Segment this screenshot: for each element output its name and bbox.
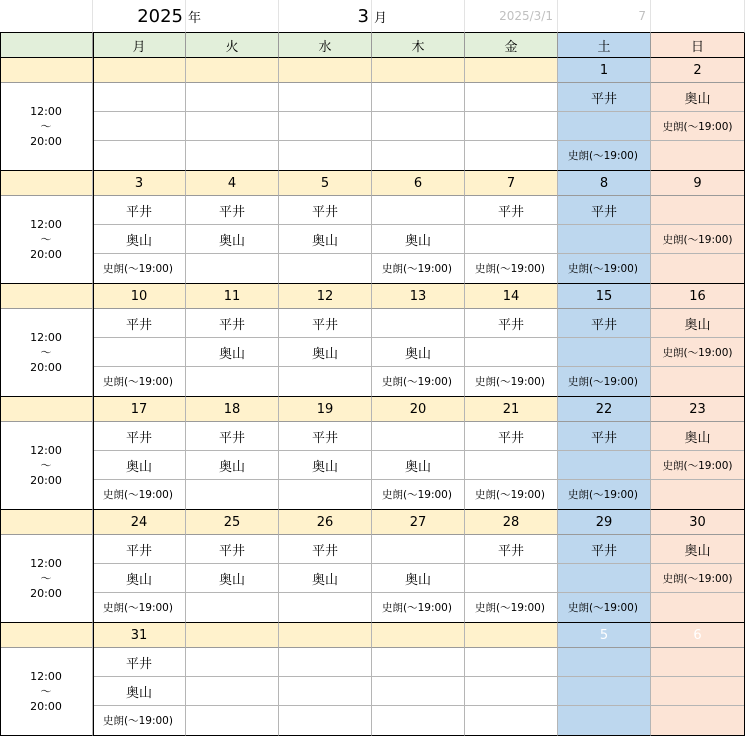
date-cell-tue[interactable]	[186, 58, 279, 83]
staff-cell-tue[interactable]	[186, 677, 279, 706]
staff-cell-wed[interactable]: 奥山	[279, 225, 372, 254]
staff-cell-tue[interactable]	[186, 480, 279, 510]
date-cell-wed[interactable]: 12	[279, 284, 372, 309]
staff-cell-thu[interactable]: 史朗(～19:00)	[372, 593, 465, 623]
staff-cell-mon[interactable]: 史朗(～19:00)	[93, 706, 186, 736]
staff-cell-wed[interactable]	[279, 112, 372, 141]
staff-cell-wed[interactable]: 奥山	[279, 451, 372, 480]
shift-time-label	[0, 196, 93, 284]
staff-cell-wed[interactable]	[279, 141, 372, 171]
staff-cell-sun[interactable]: 奥山	[651, 422, 745, 451]
shift-time-label	[0, 83, 93, 171]
start-time: 12:00	[30, 331, 62, 344]
staff-cell-mon[interactable]	[93, 83, 186, 112]
staff-cell-sat[interactable]: 史朗(～19:00)	[558, 480, 651, 510]
month-unit-cell: 月	[372, 0, 465, 33]
staff-cell-sun[interactable]	[651, 367, 745, 397]
staff-cell-fri[interactable]	[465, 706, 558, 736]
staff-cell-fri[interactable]	[465, 648, 558, 677]
staff-cell-sat[interactable]: 史朗(～19:00)	[558, 367, 651, 397]
staff-cell-fri[interactable]: 平井	[465, 422, 558, 451]
week-4-date-row-blank[interactable]	[0, 397, 93, 422]
date-cell-sun[interactable]: 30	[651, 510, 745, 535]
shift-time-label	[0, 648, 93, 736]
date-cell-tue[interactable]: 11	[186, 284, 279, 309]
staff-cell-thu[interactable]	[372, 535, 465, 564]
staff-cell-sun[interactable]: 史朗(～19:00)	[651, 564, 745, 593]
year-cell[interactable]: 2025	[93, 0, 186, 33]
month-cell[interactable]: 3	[279, 0, 372, 33]
start-time: 12:00	[30, 218, 62, 231]
date-cell-mon[interactable]: 10	[93, 284, 186, 309]
staff-cell-thu[interactable]: 奥山	[372, 338, 465, 367]
start-time: 12:00	[30, 670, 62, 683]
end-time: 20:00	[30, 587, 62, 600]
staff-cell-sun[interactable]: 奥山	[651, 535, 745, 564]
date-cell-tue[interactable]	[186, 623, 279, 648]
date-cell-fri[interactable]: 28	[465, 510, 558, 535]
staff-cell-mon[interactable]	[93, 112, 186, 141]
staff-cell-fri[interactable]	[465, 338, 558, 367]
date-cell-tue[interactable]: 25	[186, 510, 279, 535]
staff-cell-sat[interactable]: 平井	[558, 535, 651, 564]
staff-cell-fri[interactable]: 平井	[465, 309, 558, 338]
time-separator: ～	[40, 459, 52, 472]
staff-cell-fri[interactable]	[465, 451, 558, 480]
staff-cell-thu[interactable]	[372, 83, 465, 112]
staff-cell-wed[interactable]	[279, 648, 372, 677]
start-time: 12:00	[30, 557, 62, 570]
time-separator: ～	[40, 572, 52, 585]
shift-time-label	[0, 535, 93, 623]
grid-frame-line	[0, 33, 1, 736]
weekday-header-blank[interactable]	[0, 33, 93, 58]
staff-cell-sun[interactable]: 史朗(～19:00)	[651, 451, 745, 480]
staff-cell-tue[interactable]	[186, 141, 279, 171]
staff-cell-wed[interactable]	[279, 593, 372, 623]
date-cell-mon[interactable]: 24	[93, 510, 186, 535]
date-cell-tue[interactable]: 18	[186, 397, 279, 422]
staff-cell-mon[interactable]: 平井	[93, 535, 186, 564]
staff-cell-wed[interactable]	[279, 254, 372, 284]
date-cell-mon[interactable]: 31	[93, 623, 186, 648]
time-separator: ～	[40, 346, 52, 359]
staff-cell-tue[interactable]: 平井	[186, 535, 279, 564]
staff-cell-sat[interactable]	[558, 451, 651, 480]
staff-cell-wed[interactable]	[279, 83, 372, 112]
staff-cell-mon[interactable]	[93, 141, 186, 171]
date-cell-wed[interactable]	[279, 58, 372, 83]
staff-cell-mon[interactable]: 奥山	[93, 451, 186, 480]
staff-cell-mon[interactable]: 奥山	[93, 225, 186, 254]
staff-cell-sat[interactable]	[558, 225, 651, 254]
staff-cell-sun[interactable]	[651, 648, 745, 677]
staff-cell-thu[interactable]	[372, 648, 465, 677]
staff-cell-wed[interactable]	[279, 480, 372, 510]
staff-cell-sun[interactable]	[651, 593, 745, 623]
staff-cell-mon[interactable]: 史朗(～19:00)	[93, 367, 186, 397]
week-5-date-row-blank[interactable]	[0, 510, 93, 535]
staff-cell-thu[interactable]	[372, 677, 465, 706]
staff-cell-sun[interactable]: 史朗(～19:00)	[651, 338, 745, 367]
staff-cell-sat[interactable]	[558, 112, 651, 141]
staff-cell-sun[interactable]	[651, 141, 745, 171]
staff-cell-fri[interactable]	[465, 677, 558, 706]
date-cell-sun[interactable]: 6	[651, 623, 745, 648]
date-cell-thu[interactable]	[372, 623, 465, 648]
weekday-header-sun[interactable]: 日	[651, 33, 745, 58]
staff-cell-tue[interactable]	[186, 706, 279, 736]
staff-cell-wed[interactable]: 奥山	[279, 564, 372, 593]
week-6-date-row-blank[interactable]	[0, 623, 93, 648]
staff-cell-tue[interactable]: 奥山	[186, 564, 279, 593]
time-separator: ～	[40, 685, 52, 698]
staff-cell-tue[interactable]	[186, 367, 279, 397]
staff-cell-wed[interactable]: 奥山	[279, 338, 372, 367]
staff-cell-sun[interactable]	[651, 254, 745, 284]
top-blank-cell[interactable]	[651, 0, 745, 33]
staff-cell-sun[interactable]: 奥山	[651, 309, 745, 338]
start-time: 12:00	[30, 444, 62, 457]
staff-cell-tue[interactable]: 平井	[186, 422, 279, 451]
date-cell-sat[interactable]: 5	[558, 623, 651, 648]
staff-cell-fri[interactable]	[465, 141, 558, 171]
staff-cell-fri[interactable]	[465, 112, 558, 141]
date-cell-thu[interactable]: 13	[372, 284, 465, 309]
staff-cell-thu[interactable]: 奥山	[372, 451, 465, 480]
week-2-date-row-blank[interactable]	[0, 171, 93, 196]
end-time: 20:00	[30, 700, 62, 713]
staff-cell-tue[interactable]	[186, 83, 279, 112]
staff-cell-tue[interactable]: 平井	[186, 309, 279, 338]
staff-cell-fri[interactable]: 史朗(～19:00)	[465, 593, 558, 623]
staff-cell-wed[interactable]	[279, 706, 372, 736]
staff-cell-sun[interactable]	[651, 677, 745, 706]
staff-cell-tue[interactable]	[186, 112, 279, 141]
staff-cell-mon[interactable]: 平井	[93, 422, 186, 451]
staff-cell-thu[interactable]: 史朗(～19:00)	[372, 367, 465, 397]
staff-cell-thu[interactable]	[372, 422, 465, 451]
weekday-header-fri[interactable]: 金	[465, 33, 558, 58]
date-cell-fri[interactable]: 7	[465, 171, 558, 196]
staff-cell-thu[interactable]: 奥山	[372, 564, 465, 593]
staff-cell-wed[interactable]	[279, 367, 372, 397]
staff-cell-wed[interactable]: 平井	[279, 196, 372, 225]
staff-cell-mon[interactable]: 史朗(～19:00)	[93, 254, 186, 284]
staff-cell-sat[interactable]	[558, 706, 651, 736]
staff-cell-fri[interactable]: 史朗(～19:00)	[465, 367, 558, 397]
year-unit-cell: 年	[186, 0, 279, 33]
date-cell-fri[interactable]	[465, 58, 558, 83]
date-cell-wed[interactable]	[279, 623, 372, 648]
staff-cell-sat[interactable]: 史朗(～19:00)	[558, 254, 651, 284]
date-cell-thu[interactable]: 6	[372, 171, 465, 196]
staff-cell-sun[interactable]	[651, 196, 745, 225]
staff-cell-tue[interactable]	[186, 593, 279, 623]
shift-time-label	[0, 422, 93, 510]
staff-cell-sun[interactable]: 奥山	[651, 83, 745, 112]
staff-cell-tue[interactable]: 奥山	[186, 338, 279, 367]
staff-cell-tue[interactable]	[186, 254, 279, 284]
staff-cell-wed[interactable]: 平井	[279, 535, 372, 564]
staff-cell-fri[interactable]: 平井	[465, 196, 558, 225]
staff-cell-fri[interactable]	[465, 83, 558, 112]
weekday-header-tue[interactable]: 火	[186, 33, 279, 58]
date-cell-mon[interactable]	[93, 58, 186, 83]
date-cell-mon[interactable]: 17	[93, 397, 186, 422]
staff-cell-fri[interactable]	[465, 225, 558, 254]
time-separator: ～	[40, 120, 52, 133]
staff-cell-thu[interactable]: 史朗(～19:00)	[372, 480, 465, 510]
reference-date-cell[interactable]: 2025/3/1	[465, 0, 558, 33]
weekday-header-thu[interactable]: 木	[372, 33, 465, 58]
staff-cell-sun[interactable]	[651, 480, 745, 510]
date-cell-sun[interactable]: 2	[651, 58, 745, 83]
staff-cell-mon[interactable]: 史朗(～19:00)	[93, 480, 186, 510]
staff-cell-mon[interactable]: 史朗(～19:00)	[93, 593, 186, 623]
date-cell-thu[interactable]: 20	[372, 397, 465, 422]
date-cell-tue[interactable]: 4	[186, 171, 279, 196]
staff-cell-sat[interactable]	[558, 338, 651, 367]
staff-cell-wed[interactable]	[279, 677, 372, 706]
corner-blank-cell[interactable]	[0, 0, 93, 33]
staff-cell-sat[interactable]: 史朗(～19:00)	[558, 141, 651, 171]
staff-cell-mon[interactable]: 平井	[93, 648, 186, 677]
staff-cell-mon[interactable]: 奥山	[93, 677, 186, 706]
week-3-date-row-blank[interactable]	[0, 284, 93, 309]
staff-cell-mon[interactable]: 平井	[93, 309, 186, 338]
end-time: 20:00	[30, 361, 62, 374]
date-cell-sun[interactable]: 16	[651, 284, 745, 309]
weekday-header-wed[interactable]: 水	[279, 33, 372, 58]
staff-cell-fri[interactable]: 史朗(～19:00)	[465, 254, 558, 284]
staff-cell-thu[interactable]: 史朗(～19:00)	[372, 254, 465, 284]
staff-cell-sun[interactable]: 史朗(～19:00)	[651, 225, 745, 254]
date-cell-thu[interactable]	[372, 58, 465, 83]
time-separator: ～	[40, 233, 52, 246]
staff-cell-fri[interactable]: 史朗(～19:00)	[465, 480, 558, 510]
week-1-date-row-blank[interactable]	[0, 58, 93, 83]
staff-cell-tue[interactable]: 平井	[186, 196, 279, 225]
date-cell-mon[interactable]: 3	[93, 171, 186, 196]
staff-cell-tue[interactable]	[186, 648, 279, 677]
staff-cell-wed[interactable]: 平井	[279, 422, 372, 451]
staff-cell-sat[interactable]: 平井	[558, 309, 651, 338]
staff-cell-sun[interactable]	[651, 706, 745, 736]
date-cell-sun[interactable]: 9	[651, 171, 745, 196]
date-cell-sat[interactable]: 15	[558, 284, 651, 309]
staff-cell-thu[interactable]	[372, 196, 465, 225]
staff-cell-thu[interactable]	[372, 141, 465, 171]
staff-cell-fri[interactable]: 平井	[465, 535, 558, 564]
end-time: 20:00	[30, 474, 62, 487]
date-cell-sat[interactable]: 29	[558, 510, 651, 535]
date-cell-wed[interactable]: 5	[279, 171, 372, 196]
staff-cell-sat[interactable]: 平井	[558, 196, 651, 225]
date-cell-thu[interactable]: 27	[372, 510, 465, 535]
staff-cell-thu[interactable]	[372, 309, 465, 338]
date-cell-fri[interactable]: 14	[465, 284, 558, 309]
staff-cell-fri[interactable]	[465, 564, 558, 593]
staff-cell-sat[interactable]: 平井	[558, 83, 651, 112]
date-cell-wed[interactable]: 26	[279, 510, 372, 535]
staff-cell-mon[interactable]: 奥山	[93, 564, 186, 593]
staff-cell-sat[interactable]	[558, 648, 651, 677]
weekday-header-sat[interactable]: 土	[558, 33, 651, 58]
weekday-number-cell[interactable]: 7	[558, 0, 651, 33]
staff-cell-sat[interactable]	[558, 564, 651, 593]
date-cell-fri[interactable]	[465, 623, 558, 648]
grid-frame-line	[93, 33, 94, 736]
staff-cell-wed[interactable]: 平井	[279, 309, 372, 338]
staff-cell-sat[interactable]: 平井	[558, 422, 651, 451]
staff-cell-tue[interactable]: 奥山	[186, 225, 279, 254]
start-time: 12:00	[30, 105, 62, 118]
date-cell-sun[interactable]: 23	[651, 397, 745, 422]
staff-cell-sun[interactable]: 史朗(～19:00)	[651, 112, 745, 141]
staff-cell-thu[interactable]: 奥山	[372, 225, 465, 254]
date-cell-fri[interactable]: 21	[465, 397, 558, 422]
shift-time-label	[0, 309, 93, 397]
date-cell-sat[interactable]: 22	[558, 397, 651, 422]
staff-cell-thu[interactable]	[372, 706, 465, 736]
date-cell-sat[interactable]: 1	[558, 58, 651, 83]
staff-cell-thu[interactable]	[372, 112, 465, 141]
date-cell-wed[interactable]: 19	[279, 397, 372, 422]
end-time: 20:00	[30, 135, 62, 148]
staff-cell-mon[interactable]	[93, 338, 186, 367]
staff-cell-sat[interactable]	[558, 677, 651, 706]
weekday-header-mon[interactable]: 月	[93, 33, 186, 58]
staff-cell-tue[interactable]: 奥山	[186, 451, 279, 480]
date-cell-sat[interactable]: 8	[558, 171, 651, 196]
staff-cell-mon[interactable]: 平井	[93, 196, 186, 225]
staff-cell-sat[interactable]: 史朗(～19:00)	[558, 593, 651, 623]
end-time: 20:00	[30, 248, 62, 261]
